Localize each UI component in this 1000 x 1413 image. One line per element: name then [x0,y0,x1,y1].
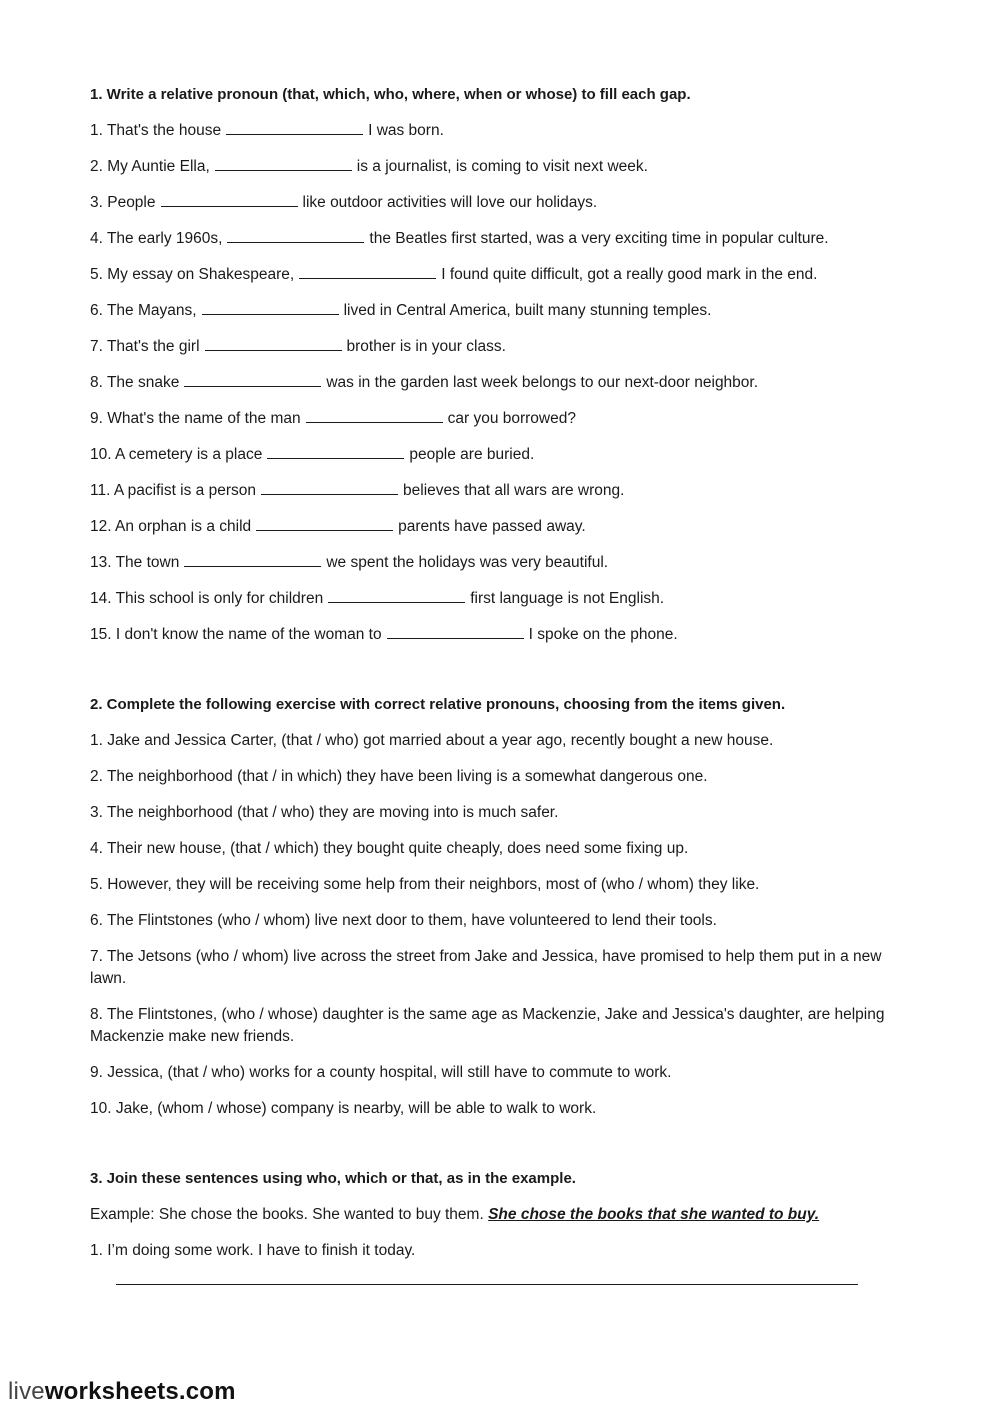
gap-blank-input[interactable] [226,120,363,135]
gap-item-before: 8. The snake [90,374,180,391]
gap-blank-input[interactable] [161,192,298,207]
gap-item-before: 5. My essay on Shakespeare, [90,266,295,283]
logo-bold-text: worksheets.com [44,1378,236,1405]
gap-blank-input[interactable] [256,516,393,531]
gap-blank-input[interactable] [215,156,352,171]
gap-item-after: we spent the holidays was very beautiful. [326,554,609,571]
gap-item [90,372,910,394]
gap-item [90,552,910,574]
gap-item [90,228,910,250]
gap-item-before: 2. My Auntie Ella, [90,158,210,175]
gap-blank-input[interactable] [299,264,436,279]
choice-item: 6. The Flintstones (who / whom) live next door to them, have volunteered to lend their tools. [90,912,717,929]
gap-item-before: 10. A cemetery is a place [90,446,263,463]
choice-item: 4. Their new house, (that / which) they bought quite cheaply, does need some fixing up. [90,840,689,857]
section1-list [90,120,910,646]
gap-item-before: 11. A pacifist is a person [90,482,257,499]
gap-item-after: I found quite difficult, got a really good mark in the end. [441,266,818,283]
gap-item-before: 4. The early 1960s, [90,230,223,247]
gap-item-before: 7. That's the girl [90,338,200,355]
gap-item-after: I spoke on the phone. [528,626,678,643]
gap-item [90,444,910,466]
gap-item [90,192,910,214]
section-spacer [90,1134,910,1168]
gap-item [90,300,910,322]
section3-heading: 3. Join these sentences using who, which or that, as in the example. [90,1170,576,1187]
gap-item-before: 1. That's the house [90,122,222,139]
choice-item: 9. Jessica, (that / who) works for a county hospital, will still have to commute to work. [90,1064,672,1081]
gap-blank-input[interactable] [227,228,364,243]
choice-item: 10. Jake, (whom / whose) company is nearby, will be able to walk to work. [90,1100,597,1117]
gap-item [90,624,910,646]
join-item [90,1240,910,1285]
gap-blank-input[interactable] [267,444,404,459]
gap-blank-input[interactable] [261,480,398,495]
gap-item [90,120,910,142]
gap-item-after: first language is not English. [470,590,665,607]
gap-item-after: people are buried. [409,446,535,463]
section3-example [90,1204,910,1226]
answer-line-input[interactable] [116,1268,858,1285]
gap-blank-input[interactable] [306,408,443,423]
gap-item-before: 14. This school is only for children [90,590,324,607]
gap-item [90,480,910,502]
gap-item [90,336,910,358]
gap-item-after: lived in Central America, built many stunning temples. [343,302,712,319]
choice-item: 5. However, they will be receiving some help from their neighbors, most of (who / whom) they like. [90,876,760,893]
gap-blank-input[interactable] [184,372,321,387]
gap-item [90,588,910,610]
gap-item [90,264,910,286]
gap-item-before: 12. An orphan is a child [90,518,252,535]
gap-item-after: brother is in your class. [346,338,506,355]
gap-item-before: 15. I don't know the name of the woman to [90,626,382,643]
section2-list [90,730,910,1120]
gap-item-before: 3. People [90,194,156,211]
example-prefix: Example: She chose the books. She wanted to buy them. [90,1206,484,1223]
gap-item-after: car you borrowed? [447,410,576,427]
choice-item: 7. The Jetsons (who / whom) live across the street from Jake and Jessica, have promised to help them put in a new lawn. [90,948,882,987]
gap-blank-input[interactable] [202,300,339,315]
example-answer: She chose the books that she wanted to buy. [488,1206,820,1223]
gap-blank-input[interactable] [387,624,524,639]
gap-item [90,156,910,178]
gap-item [90,408,910,430]
gap-item-after: is a journalist, is coming to visit next week. [356,158,648,175]
gap-item-before: 9. What's the name of the man [90,410,301,427]
gap-item-before: 6. The Mayans, [90,302,197,319]
choice-item: 3. The neighborhood (that / who) they are moving into is much safer. [90,804,559,821]
gap-blank-input[interactable] [184,552,321,567]
choice-item: 2. The neighborhood (that / in which) they have been living is a somewhat dangerous one. [90,768,708,785]
choice-item: 8. The Flintstones, (who / whose) daughter is the same age as Mackenzie, Jake and Jessica's daughter, are helping Mackenzie make new friends. [90,1006,885,1045]
choice-item: 1. Jake and Jessica Carter, (that / who) got married about a year ago, recently bought a new house. [90,732,774,749]
gap-item-after: like outdoor activities will love our holidays. [302,194,598,211]
logo-light-text: live [8,1378,45,1405]
join-item-text: 1. I’m doing some work. I have to finish it today. [90,1242,416,1259]
gap-item-after: parents have passed away. [398,518,586,535]
section3-list [90,1240,910,1285]
gap-item-before: 13. The town [90,554,180,571]
gap-item-after: was in the garden last week belongs to our next-door neighbor. [326,374,759,391]
gap-item-after: I was born. [368,122,444,139]
gap-item-after: the Beatles first started, was a very exciting time in popular culture. [369,230,829,247]
section1-heading: 1. Write a relative pronoun (that, which, who, where, when or whose) to fill each gap. [90,86,691,103]
gap-blank-input[interactable] [328,588,465,603]
gap-item-after: believes that all wars are wrong. [403,482,625,499]
liveworksheets-logo [8,1378,236,1406]
section-spacer [90,660,910,694]
section2-heading: 2. Complete the following exercise with correct relative pronouns, choosing from the items given. [90,696,786,713]
gap-item [90,516,910,538]
worksheet-page [90,84,910,1299]
gap-blank-input[interactable] [205,336,342,351]
